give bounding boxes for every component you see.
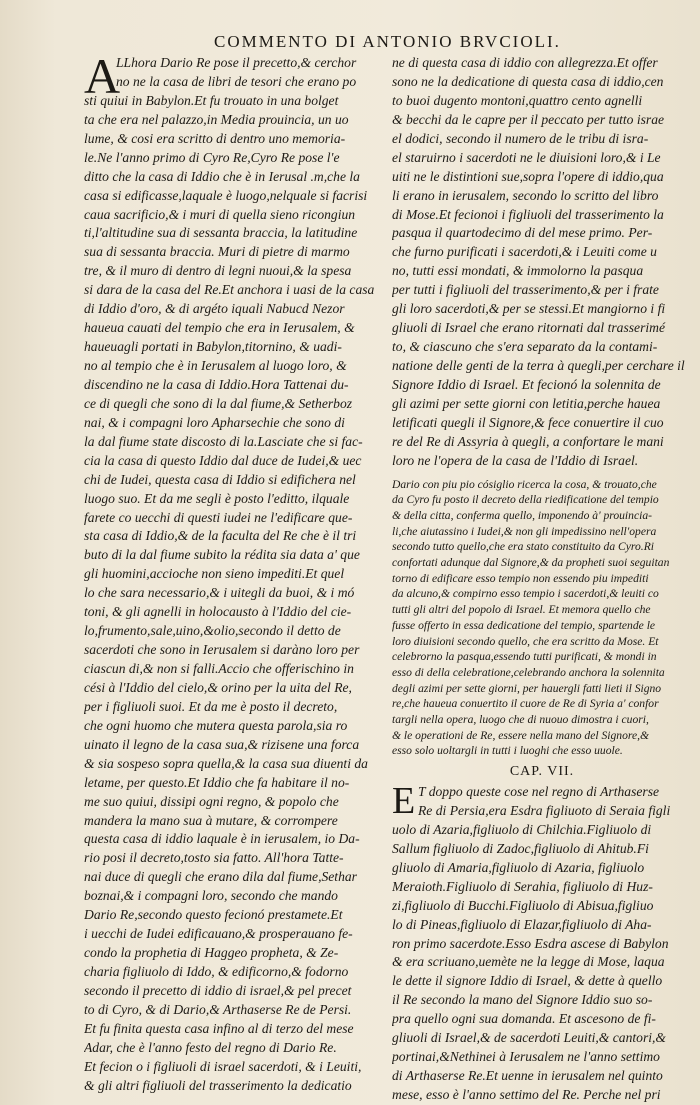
text-line: sacerdoti che sono in Ierusalem si daràno loro per — [84, 642, 360, 658]
text-line: ce di quegli che sono di la dal fiume,& Setherboz — [84, 395, 353, 411]
text-line: lume, & cosi era scritto di dentro uno memoria- — [84, 130, 346, 146]
text-line: chi de Iudei, questa casa di Iddio si edifichera nel — [84, 471, 356, 487]
text-line: & gli altri figliuoli del trasserimento la dedicatio — [84, 1077, 352, 1093]
text-line: che ogni huomo che mutera questa parola,sia ro — [84, 717, 348, 733]
text-line: le.Ne l'anno primo di Cyro Re,Cyro Re pose l'e — [84, 149, 340, 165]
text-line: esso di della celebratione,celebrando anchora la solennita — [392, 665, 665, 679]
text-line: me suo quiui, dissipi ogni regno, & popolo che — [84, 793, 339, 809]
text-line: Signore Iddio di Israel. Et fecionó la solennita de — [392, 376, 661, 392]
text-line: portinai,&Nethinei à Ierusalem ne l'anno settimo — [392, 1049, 660, 1065]
text-line: gliuoli di Israel che erano ritornati dal trasserimé — [392, 320, 665, 336]
text-line: re del Re di Assyria à quegli, a confortare le mani — [392, 433, 664, 449]
drop-cap-initial: A — [84, 48, 121, 104]
text-line: mese, esso è l'anno settimo del Re. Perche nel pri — [392, 1087, 661, 1102]
text-line: letame, per questo.Et Iddio che fa habitare il no- — [84, 774, 350, 790]
text-line: & sia sospeso sopra quella,& la casa sua diuenti da — [84, 755, 368, 771]
right-main-text — [392, 54, 692, 471]
text-line: LLhora Dario Re pose il precetto,& cerchor — [116, 55, 357, 70]
text-line: & era scriuano,uemète ne la legge di Mose, laqua — [392, 954, 665, 970]
text-line: lo che sara necessario,& i uitegli da buoi, & i mó — [84, 585, 355, 601]
text-line: no ne la casa de libri de tesori che erano po — [116, 73, 357, 89]
text-line: secondo il precetto di iddio di israel,& pel precet — [84, 982, 352, 998]
text-line: sono ne la dedicatione di questa casa di iddio,cen — [392, 73, 664, 89]
text-line: li,che aiutassino i Iudei,& non gli impedissino nell'opera — [392, 524, 657, 538]
text-line: per tutti i figliuoli del trasserimento,& per i frate — [392, 282, 659, 298]
text-line: lo di Pineas,figliuolo di Elazar,figliuolo di Aha- — [392, 916, 652, 932]
text-line: haueua cauati del tempio che era in Ierusalem, & — [84, 320, 355, 336]
text-line: da alcuno,& compirno esso tempio i sacerdoti,& leuiti co — [392, 587, 659, 601]
text-line: to buoi dugento montoni,quattro cento agnelli — [392, 92, 643, 108]
text-line: fusse offerto in essa dedicatione del tempio, spartende le — [392, 618, 656, 632]
text-line: uinato il legno de la casa sua,& rizisene una forca — [84, 736, 360, 752]
text-line: el staruirno i sacerdoti ne le diuisioni loro,& i Le — [392, 149, 661, 165]
text-line: confortati adunque dal Signore,& da propheti suoi seguitan — [392, 556, 670, 570]
text-line: & della citta, conferma quello, imponendo à' prouincia- — [392, 509, 652, 522]
text-line: charia figliuolo di Iddo, & edificorno,& fodorno — [84, 964, 349, 979]
text-line: questa casa di iddio laquale è in ierusalem, io Da- — [84, 831, 360, 847]
marginal-commentary — [392, 477, 692, 759]
text-line: di Iddio d'oro, & di argéto iquali Nabucd Nezor — [84, 301, 345, 317]
text-line: li erano in ierusalem, secondo lo scritto del libro — [392, 187, 659, 203]
text-line: Et fecion o i figliuoli di israel sacerdoti, & i Leuiti, — [84, 1058, 362, 1074]
text-line: loro ne l'opera de la casa de l'Iddio di Israel. — [392, 452, 639, 468]
text-line: gli huomini,accioche non sieno impediti.Et quel — [84, 566, 345, 582]
text-line: Dario Re,secondo questo fecionó prestamete.Et — [84, 907, 343, 923]
text-line: i uecchi de Iudei edificauano,& prosperauano fe- — [84, 926, 353, 942]
text-line: ne di questa casa di iddio con allegrezza.Et offer — [392, 55, 658, 70]
text-line: gli loro sacerdoti,& per se stessi.Et mangiorno i fi — [392, 301, 666, 317]
text-line: il Re secondo la mano del Signore Iddio suo so- — [392, 992, 653, 1008]
text-line: T doppo queste cose nel regno di Arthaserse — [418, 784, 660, 799]
left-text-column — [84, 48, 384, 1096]
chapter-body — [392, 780, 692, 1105]
text-line: nai, & i compagni loro Apharsechie che sono di — [84, 414, 345, 430]
text-line: degli azimi per sette giorni, per hauergli fatti lieti il Signo — [392, 681, 662, 695]
text-line: buto di la dal fiume subito la rédita sia data a' que — [84, 547, 360, 563]
text-line: lo,frumento,sale,uino,&olio,secondo il detto de — [84, 623, 341, 639]
text-line: haueuagli portati in Babylon,titornino, & uadi- — [84, 339, 342, 355]
text-line: torno di edificare esso tempio non essendo piu impediti — [392, 571, 649, 585]
text-line: per i figliuoli suoi. Et da me è posto il decreto, — [84, 698, 338, 714]
text-line: le dette il signore Iddio di Israel, & dette à quello — [392, 973, 663, 989]
text-line: cési à l'Iddio del cielo,& orino per la uita del Re, — [84, 679, 352, 695]
text-line: uolo di Azaria,figliuolo di Chilchia.Figliuolo di — [392, 821, 652, 837]
text-line: ta che era nel palazzo,in Media prouincia, un uo — [84, 111, 349, 127]
text-line: farete co uecchi di questi iudei ne l'edificare que- — [84, 509, 353, 525]
text-line: rio posi il decreto,tosto sia fatto. All'hora Tatte- — [84, 850, 344, 866]
text-line: to, & ciascuno che s'era separato da la contami- — [392, 339, 658, 355]
text-line: sta casa di Iddio,& de la faculta del Re che è il tri — [84, 528, 357, 544]
text-line: celebrorno la pasqua,essendo tutti purificati, & mondi in — [392, 650, 657, 664]
text-line: Dario con piu pio cósiglio ricerca la cosa, & trouato,che — [392, 477, 657, 491]
text-line: di Mose.Et fecionoi i figliuoli del trasserimento la — [392, 206, 664, 222]
text-line: di Arthaserse Re.Et uenne in ierusalem nel quinto — [392, 1068, 663, 1084]
text-line: loro diuisioni secondo quello, che era scritto da Mose. Et — [392, 634, 659, 648]
text-line: boznai,& i compagni loro, secondo che mando — [84, 888, 338, 904]
text-line: letificati quegli il Signore,& fece conuertire il cuo — [392, 414, 664, 430]
text-line: che furno purificati i sacerdoti,& i Leuiti come u — [392, 244, 657, 260]
text-line: & becchi da le capre per il peccato per tutto israe — [392, 111, 665, 127]
text-line: Meraioth.Figliuolo di Serahia, figliuolo di Huz- — [392, 878, 653, 894]
running-head: COMMENTO DI ANTONIO BRVCIOLI. — [214, 32, 561, 51]
text-line: nai duce di quegli che erano dila dal fiume,Sethar — [84, 869, 357, 885]
text-line: to di Cyro, & di Dario,& Arthaserse Re de Persi. — [84, 1001, 352, 1017]
text-line: mandera la mano sua à mutare, & corrompere — [84, 812, 338, 828]
text-line: luogo suo. Et da me segli è posto l'editto, ilquale — [84, 490, 350, 506]
text-line: pra quello ogni sua domanda. Et ascesono de fi- — [392, 1011, 656, 1027]
text-line: sua di sessanta braccia. Muri di pietre di marmo — [84, 244, 350, 260]
text-line: tutti gli altri del popolo di Israel. Et memora quello che — [392, 603, 651, 617]
text-line: da Cyro fu posto il decreto della riedificatione del tempio — [392, 493, 659, 507]
text-line: targli nella opera, luogo che di nuouo dimostra i cuori, — [392, 712, 649, 726]
text-line: ditto che la casa di Iddio che è in Ierusal .m,che la — [84, 168, 360, 184]
chapter-drop-cap: E — [392, 780, 416, 822]
text-line: uiti ne le distintioni sue,sopra l'opere di iddio,qua — [392, 168, 664, 184]
right-text-column — [392, 54, 692, 1105]
text-line: toni, & gli agnelli in holocausto à l'Iddio del cie- — [84, 604, 352, 620]
text-line: sti quiui in Babylon.Et fu trouato in una bolget — [84, 92, 339, 108]
text-line: Re di Persia,era Esdra figliuoto di Seraia figli — [418, 802, 671, 818]
text-line: discendino ne la casa di Iddio.Hora Tattenai du- — [84, 376, 349, 392]
text-line: ron primo sacerdote.Esso Esdra ascese di Babylon — [392, 935, 669, 951]
text-line: no al tempio che è in Ierusalem al luogo loro, & — [84, 358, 347, 373]
text-line: el dodici, secondo il numero de le tribu di isra- — [392, 130, 649, 146]
chapter-text — [392, 780, 692, 1105]
text-line: re,che haueua conuertito il cuore de Re di Syria a' confor — [392, 697, 659, 711]
text-line: ti,l'altitudine sua di sessanta braccia, la latitudine — [84, 225, 358, 241]
text-line: caua sacrificio,& i muri di quella sieno ricongiun — [84, 206, 356, 222]
text-line: zi,figliuolo di Bucchi.Figliuolo di Abisua,figliuo — [392, 897, 654, 913]
text-line: no, tutti essi mondati, & immolorno la pasqua — [392, 263, 644, 279]
text-line: casa si edificasse,laquale è luogo,nelquale si facrisi — [84, 187, 368, 203]
text-line: secondo tutto quello,che era stato constituito da Cyro.Ri — [392, 540, 655, 554]
text-line: esso solo uoltargli in tutti i luoghi che esso uuole. — [392, 744, 623, 758]
chapter-heading: CAP. VII. — [509, 764, 575, 779]
text-line: tre, & il muro di dentro di legni nuoui,& la spesa — [84, 263, 352, 279]
text-line: Et fu finita questa casa infino al di terzo del mese — [84, 1020, 354, 1036]
text-line: gli azimi per sette giorni con letitia,perche hauea — [392, 395, 661, 411]
text-line: la dal fiume state discosto di la.Lasciate che si fac- — [84, 433, 363, 449]
text-line: pasqua il quartodecimo di del mese primo. Per- — [392, 225, 653, 241]
text-line: & le operationi de Re, essere nella mano del Signore,& — [392, 728, 650, 742]
text-line: gliuoli di Israel,& de sacerdoti Leuiti,& cantori,& — [392, 1030, 666, 1046]
text-line: gliuolo di Amaria,figliuolo di Azaria, figliuolo — [392, 859, 645, 875]
text-line: si dara de la casa del Re.Et anchora i uasi de la casa — [84, 282, 375, 298]
text-line: natione delle genti de la terra à quegli,per cerchare il — [392, 358, 685, 373]
text-line: condo la prophetia di Haggeo propheta, & Ze- — [84, 945, 339, 961]
text-line: Sallum figliuolo di Zadoc,figliuolo di Ahitub.Fi — [392, 840, 649, 856]
text-line: Adar, che è l'anno festo del regno di Dario Re. — [84, 1039, 337, 1055]
text-line: cia la casa di questo Iddio dal duce de Iudei,& uec — [84, 452, 362, 468]
text-line: ciascun di,& non si falli.Accio che offerischino in — [84, 661, 354, 676]
